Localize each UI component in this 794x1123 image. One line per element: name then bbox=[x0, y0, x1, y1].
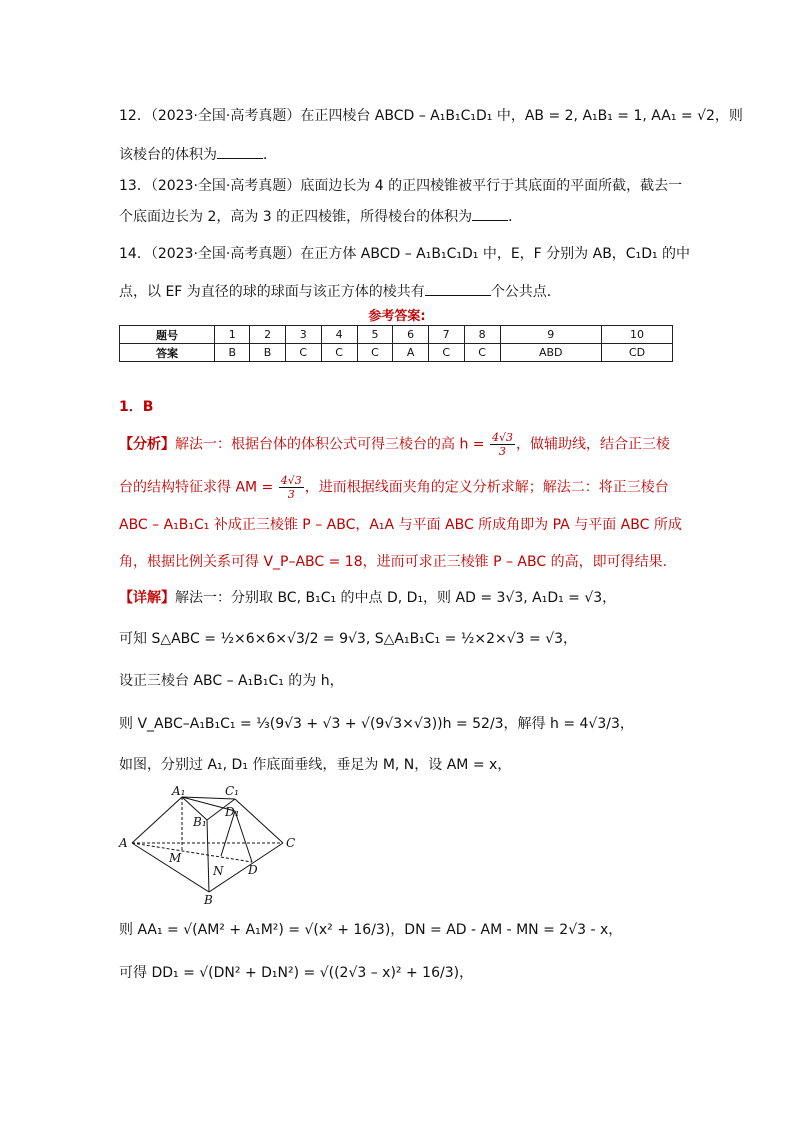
answer-table bbox=[119, 325, 673, 362]
label-D: D bbox=[248, 863, 258, 877]
label-C: C bbox=[286, 836, 296, 850]
table-cell: C bbox=[321, 344, 357, 362]
table-cell: B bbox=[215, 344, 250, 362]
row-header-number: 题号 bbox=[120, 326, 215, 344]
table-cell: 7 bbox=[428, 326, 464, 344]
analysis-tag: 【分析】 bbox=[119, 436, 175, 453]
analysis-line-1: 【分析】解法一：根据台体的体积公式可得三棱台的高 h = $\frac{4√3}{3}$ ，做辅助线，结合正三棱 bbox=[119, 431, 670, 458]
table-cell: A bbox=[393, 344, 428, 362]
detail-line-5: 如图，分别过 A₁, D₁ 作底面垂线，垂足为 M, N，设 AM = x， bbox=[119, 757, 512, 773]
table-cell: 3 bbox=[285, 326, 321, 344]
label-B1: B₁ bbox=[193, 815, 207, 829]
solution-heading: 1．B bbox=[119, 399, 154, 415]
analysis-line-4: 角，根据比例关系可得 V_P–ABC = 18，进而可求正三棱锥 P – ABC 的高，即可得结果. bbox=[119, 554, 668, 570]
table-cell: B bbox=[250, 344, 285, 362]
table-cell: 9 bbox=[500, 326, 601, 344]
label-M: M bbox=[169, 851, 182, 865]
hidden-seg-A-D bbox=[132, 843, 252, 862]
label-D1: D₁ bbox=[225, 805, 240, 819]
label-N: N bbox=[213, 864, 224, 878]
detail-tag: 【详解】 bbox=[119, 590, 175, 606]
answer-table-caption: 参考答案: bbox=[368, 309, 426, 324]
table-cell: C bbox=[357, 344, 393, 362]
answer-table-number-row bbox=[120, 326, 673, 344]
answer-blank bbox=[472, 206, 508, 221]
problem-12-line-1: 12．（2023·全国·高考真题）在正四棱台 ABCD – A₁B₁C₁D₁ 中，AB = 2, A₁B₁ = 1, AA₁ = √2，则 bbox=[119, 108, 743, 124]
problem-13-line-2: 个底面边长为 2，高为 3 的正四棱锥，所得棱台的体积为 ． bbox=[119, 206, 522, 227]
answer-blank bbox=[217, 144, 263, 159]
problem-13-line-1: 13．（2023·全国·高考真题）底面边长为 4 的正四棱锥被平行于其底面的平面所截，截去一 bbox=[119, 178, 683, 194]
table-cell: 2 bbox=[250, 326, 285, 344]
table-cell: C bbox=[428, 344, 464, 362]
label-C1: C₁ bbox=[225, 784, 239, 798]
fraction: $\frac{4√3}{3}$ bbox=[280, 474, 302, 501]
detail-line-4: 则 V_ABC–A₁B₁C₁ = ⅓(9√3 + √3 + √(9√3×√3))h = 52/3，解得 h = 4√3/3， bbox=[119, 716, 634, 732]
detail-line-7: 可得 DD₁ = √(DN² + D₁N²) = √((2√3 – x)² + 16/3)， bbox=[119, 965, 474, 981]
edge-B1-B bbox=[207, 820, 209, 892]
fraction: $\frac{4√3}{3}$ bbox=[491, 431, 513, 458]
label-A1: A₁ bbox=[172, 784, 186, 798]
edge-C1-C bbox=[235, 799, 283, 843]
detail-line-2: 可知 S△ABC = ½×6×6×√3/2 = 9√3, S△A₁B₁C₁ = ½×2×√3 = √3， bbox=[119, 631, 578, 647]
row-header-answer: 答案 bbox=[120, 344, 215, 362]
detail-line-3: 设正三棱台 ABC – A₁B₁C₁ 的为 h， bbox=[119, 673, 344, 689]
analysis-line-3: ABC – A₁B₁C₁ 补成正三棱锥 P – ABC，A₁A 与平面 ABC 所成角即为 PA 与平面 ABC 所成 bbox=[119, 517, 682, 533]
table-cell: 1 bbox=[215, 326, 250, 344]
label-B: B bbox=[204, 893, 213, 906]
problem-12-line-2: 该棱台的体积为 ． bbox=[119, 144, 277, 165]
answer-table-answer-row bbox=[120, 344, 673, 362]
analysis-line-2: 台的结构特征求得 AM = $\frac{4√3}{3}$ ，进而根据线面夹角的定义分析求解；解法二：将正三棱台 bbox=[119, 474, 669, 501]
detail-line-1: 【详解】解法一：分别取 BC, B₁C₁ 的中点 D, D₁，则 AD = 3√3, A₁D₁ = √3， bbox=[119, 590, 617, 606]
table-cell: 8 bbox=[464, 326, 500, 344]
table-cell: 6 bbox=[393, 326, 428, 344]
table-cell: CD bbox=[602, 344, 673, 362]
edge-A-A1 bbox=[132, 797, 182, 843]
table-cell: 5 bbox=[357, 326, 393, 344]
table-cell: C bbox=[464, 344, 500, 362]
answer-blank bbox=[425, 281, 491, 296]
detail-line-6: 则 AA₁ = √(AM² + A₁M²) = √(x² + 16/3)，DN = AD - AM - MN = 2√3 - x， bbox=[119, 922, 623, 938]
table-cell: ABD bbox=[500, 344, 601, 362]
problem-14-line-1: 14．（2023·全国·高考真题）在正方体 ABCD – A₁B₁C₁D₁ 中，E，F 分别为 AB，C₁D₁ 的中 bbox=[119, 246, 691, 262]
table-cell: C bbox=[285, 344, 321, 362]
label-A: A bbox=[119, 836, 128, 850]
table-cell: 4 bbox=[321, 326, 357, 344]
frustum-figure bbox=[113, 784, 303, 906]
table-cell: 10 bbox=[602, 326, 673, 344]
problem-14-line-2: 点，以 EF 为直径的球的球面与该正方体的棱共有 个公共点． bbox=[119, 281, 561, 302]
